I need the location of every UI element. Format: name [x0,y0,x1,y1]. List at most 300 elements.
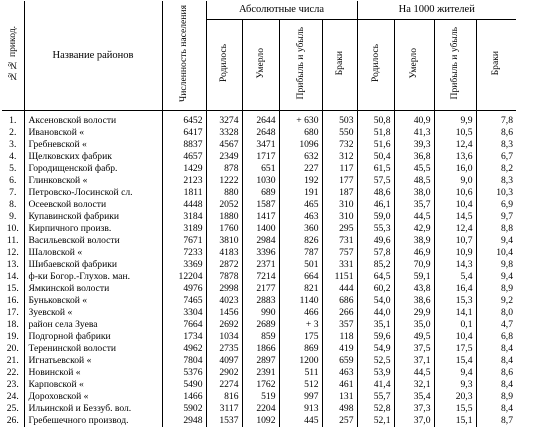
cell-balance: 1096 [279,139,322,151]
cell-marriages: 1151 [322,271,357,283]
cell-balance: 997 [279,391,322,403]
cell-marriages: 266 [322,307,357,319]
table-row [2,223,516,235]
cell-marriages-per-1000: 9,8 [501,259,513,270]
cell-deaths-per-1000: 35,7 [394,199,434,211]
cell-births-per-1000: 53,9 [357,367,394,379]
cell-marriages: 118 [322,331,357,343]
cell-marriages: 177 [322,175,357,187]
cell-births: 2735 [206,343,242,355]
cell-balance-per-1000: 14,1 [434,307,476,319]
cell-district-name: Ивановской « [24,127,162,139]
cell-deaths: 859 [242,331,279,343]
cell-marriages-per-1000: 8,6 [501,127,513,138]
cell-deaths: 1092 [242,415,279,427]
cell-district-name: Зуевской « [24,307,162,319]
cell-marriages-per-1000: 8,3 [501,139,513,150]
cell-births-per-1000: 59,6 [357,331,394,343]
header-index [2,1,24,111]
cell-district-name: Ильинской и Беззуб. вол. [24,403,162,415]
cell-index: 19. [2,331,24,343]
cell-marriages: 257 [322,415,357,427]
cell-district-name: ф-ки Богор.-Глухов. ман. [24,271,162,283]
cell-births: 880 [206,187,242,199]
cell-births-per-1000: 85,2 [357,259,394,271]
cell-births: 1222 [206,175,242,187]
cell-district-name: Глинковской « [24,175,162,187]
cell-district-name: Теренинской волости [24,343,162,355]
cell-births: 3274 [206,111,242,128]
header-balance [279,20,322,111]
table-row [2,283,516,295]
cell-deaths: 519 [242,391,279,403]
cell-index: 24. [2,391,24,403]
cell-marriages: 310 [322,211,357,223]
header-births [206,20,242,111]
cell-marriages-per-1000: 8,7 [501,415,513,426]
cell-balance-per-1000: 10,5 [434,127,476,139]
cell-balance-per-1000: 14,3 [434,259,476,271]
table-row [2,307,516,319]
cell-births-per-1000: 59,0 [357,211,394,223]
cell-balance-per-1000: 10,7 [434,235,476,247]
cell-marriages-per-1000: 8,8 [501,223,513,234]
cell-marriages-per-1000: 8,4 [501,403,513,414]
cell-births-per-1000: 41,4 [357,379,394,391]
cell-deaths: 1587 [242,199,279,211]
cell-marriages-per-1000: 6,8 [501,331,513,342]
cell-marriages: 419 [322,343,357,355]
cell-district-name: Шибаевской фабрики [24,259,162,271]
cell-population: 3189 [162,223,206,235]
cell-marriages: 131 [322,391,357,403]
cell-population: 4657 [162,151,206,163]
header-births-per-1000 [357,20,394,111]
cell-population: 4976 [162,283,206,295]
cell-deaths-per-1000: 46,9 [394,247,434,259]
table-body [2,111,516,428]
cell-marriages: 550 [322,127,357,139]
table-row [2,295,516,307]
cell-deaths-per-1000: 37,3 [394,403,434,415]
cell-deaths-per-1000: 38,9 [394,235,434,247]
header-index-label: №№ прикод. [6,25,18,82]
cell-index: 14. [2,271,24,283]
table-row [2,235,516,247]
cell-index: 11. [2,235,24,247]
table-row [2,367,516,379]
cell-balance-per-1000: 12,4 [434,223,476,235]
cell-index: 20. [2,343,24,355]
header-deaths-label: Умерло [254,47,266,79]
cell-births: 7878 [206,271,242,283]
cell-balance-per-1000: 0,1 [434,319,476,331]
table-row [2,111,516,128]
cell-births: 2998 [206,283,242,295]
cell-deaths-per-1000: 36,8 [394,151,434,163]
cell-marriages-per-1000: 8,4 [501,379,513,390]
cell-balance-per-1000: 5,4 [434,271,476,283]
cell-district-name: Новинской « [24,367,162,379]
cell-births: 2692 [206,319,242,331]
cell-balance: 913 [279,403,322,415]
cell-index: 4. [2,151,24,163]
cell-marriages: 757 [322,247,357,259]
cell-balance-per-1000: 9,4 [434,367,476,379]
cell-population: 1811 [162,187,206,199]
cell-births-per-1000: 52,5 [357,355,394,367]
cell-balance-per-1000: 10,6 [434,187,476,199]
cell-deaths: 2883 [242,295,279,307]
cell-population: 5902 [162,403,206,415]
cell-balance-per-1000: 12,4 [434,139,476,151]
cell-population: 7804 [162,355,206,367]
cell-index: 13. [2,259,24,271]
cell-balance: + 630 [279,111,322,128]
cell-deaths-per-1000: 35,0 [394,319,434,331]
cell-deaths: 3396 [242,247,279,259]
header-group-absolute: Абсолютные числа [206,1,357,20]
cell-marriages: 498 [322,403,357,415]
cell-balance-per-1000: 9,3 [434,379,476,391]
cell-births-per-1000: 57,8 [357,247,394,259]
cell-deaths: 1866 [242,343,279,355]
cell-marriages: 312 [322,151,357,163]
cell-births: 4567 [206,139,242,151]
header-marriages [322,20,357,111]
cell-index: 21. [2,355,24,367]
cell-births: 1537 [206,415,242,427]
cell-births: 1034 [206,331,242,343]
cell-marriages-per-1000: 8,2 [501,163,513,174]
table-row [2,187,516,199]
cell-balance-per-1000: 9,9 [434,111,476,128]
cell-deaths: 7214 [242,271,279,283]
cell-marriages: 117 [322,163,357,175]
cell-district-name: Игнатьевской « [24,355,162,367]
cell-births: 2274 [206,379,242,391]
cell-marriages-per-1000: 9,4 [501,235,513,246]
cell-births: 878 [206,163,242,175]
cell-deaths: 1400 [242,223,279,235]
cell-deaths-per-1000: 48,5 [394,175,434,187]
cell-balance: 511 [279,367,322,379]
cell-index: 3. [2,139,24,151]
cell-deaths-per-1000: 70,9 [394,259,434,271]
header-deaths-per-1000-label: Умерло [408,47,419,79]
cell-population: 1466 [162,391,206,403]
table-row [2,403,516,415]
cell-marriages-per-1000: 8,0 [501,307,513,318]
cell-marriages-per-1000: 6,9 [501,199,513,210]
header-balance-per-1000-label: Прибыль и убыль [449,26,460,100]
cell-balance: 680 [279,127,322,139]
cell-deaths: 2371 [242,259,279,271]
cell-marriages: 461 [322,379,357,391]
table-row [2,151,516,163]
cell-balance: 191 [279,187,322,199]
cell-index: 25. [2,403,24,415]
cell-population: 3369 [162,259,206,271]
cell-deaths: 2644 [242,111,279,128]
cell-deaths-per-1000: 38,0 [394,187,434,199]
cell-balance-per-1000: 14,5 [434,211,476,223]
cell-index: 6. [2,175,24,187]
cell-deaths-per-1000: 37,0 [394,415,434,427]
cell-deaths: 2689 [242,319,279,331]
cell-population: 5376 [162,367,206,379]
cell-deaths: 1717 [242,151,279,163]
cell-births: 3117 [206,403,242,415]
table-row [2,175,516,187]
cell-population: 2948 [162,415,206,427]
cell-balance: 227 [279,163,322,175]
cell-births: 1456 [206,307,242,319]
cell-marriages: 310 [322,199,357,211]
cell-balance: 466 [279,307,322,319]
cell-births-per-1000: 46,1 [357,199,394,211]
cell-births: 4023 [206,295,242,307]
cell-index: 23. [2,379,24,391]
cell-district-name: Шаловской « [24,247,162,259]
cell-district-name: Васильевской волости [24,235,162,247]
cell-district-name: Буньковской « [24,295,162,307]
cell-index: 7. [2,187,24,199]
cell-district-name: Гребешечного производ. [24,415,162,427]
cell-balance-per-1000: 15,4 [434,355,476,367]
cell-births-per-1000: 44,0 [357,307,394,319]
table-row [2,379,516,391]
cell-deaths: 651 [242,163,279,175]
cell-deaths-per-1000: 29,9 [394,307,434,319]
cell-deaths-per-1000: 32,1 [394,379,434,391]
cell-balance: 192 [279,175,322,187]
cell-births-per-1000: 50,8 [357,111,394,128]
cell-marriages-per-1000: 9,7 [501,211,513,222]
cell-marriages-per-1000: 10,4 [496,247,513,258]
cell-population: 4962 [162,343,206,355]
cell-births-per-1000: 52,8 [357,403,394,415]
cell-balance: 821 [279,283,322,295]
cell-district-name: Петровско-Лосинской сл. [24,187,162,199]
cell-population: 3304 [162,307,206,319]
cell-balance: 869 [279,343,322,355]
cell-marriages: 503 [322,111,357,128]
cell-deaths: 2984 [242,235,279,247]
cell-births: 1880 [206,211,242,223]
cell-marriages-per-1000: 8,9 [501,391,513,402]
cell-district-name: район села Зуева [24,319,162,331]
cell-deaths-per-1000: 44,5 [394,367,434,379]
cell-population: 6417 [162,127,206,139]
cell-balance: 360 [279,223,322,235]
cell-balance-per-1000: 13,6 [434,151,476,163]
cell-index: 26. [2,415,24,427]
cell-deaths-per-1000: 42,9 [394,223,434,235]
cell-population: 5490 [162,379,206,391]
cell-population: 1734 [162,331,206,343]
cell-district-name: Аксеновской волости [24,111,162,128]
cell-births-per-1000: 55,3 [357,223,394,235]
cell-district-name: Дороховской « [24,391,162,403]
cell-balance-per-1000: 15,3 [434,295,476,307]
cell-marriages-per-1000: 10,3 [496,187,513,198]
cell-deaths: 2897 [242,355,279,367]
cell-index: 9. [2,211,24,223]
cell-balance-per-1000: 15,5 [434,403,476,415]
cell-births-per-1000: 54,9 [357,343,394,355]
cell-district-name: Подгорной фабрики [24,331,162,343]
cell-deaths-per-1000: 40,9 [394,111,434,128]
cell-deaths-per-1000: 37,5 [394,343,434,355]
cell-deaths-per-1000: 49,5 [394,331,434,343]
cell-marriages-per-1000: 7,8 [501,115,513,126]
cell-balance: 826 [279,235,322,247]
cell-index: 5. [2,163,24,175]
cell-births-per-1000: 51,8 [357,127,394,139]
cell-births-per-1000: 49,6 [357,235,394,247]
cell-index: 12. [2,247,24,259]
table-row [2,259,516,271]
cell-index: 18. [2,319,24,331]
cell-index: 8. [2,199,24,211]
cell-births-per-1000: 61,5 [357,163,394,175]
cell-births-per-1000: 50,4 [357,151,394,163]
cell-deaths: 1417 [242,211,279,223]
cell-index: 2. [2,127,24,139]
cell-marriages-per-1000: 8,9 [501,283,513,294]
cell-balance-per-1000: 10,4 [434,199,476,211]
cell-balance-per-1000: 20,3 [434,391,476,403]
cell-balance: + 3 [279,319,322,331]
cell-population: 7664 [162,319,206,331]
cell-births: 816 [206,391,242,403]
cell-population: 1429 [162,163,206,175]
cell-balance-per-1000: 17,5 [434,343,476,355]
cell-district-name: Ямкинской волости [24,283,162,295]
cell-balance-per-1000: 15,1 [434,415,476,427]
cell-index: 1. [2,111,24,128]
cell-population: 2123 [162,175,206,187]
cell-births-per-1000: 54,0 [357,295,394,307]
cell-index: 17. [2,307,24,319]
cell-deaths-per-1000: 43,8 [394,283,434,295]
cell-births: 3810 [206,235,242,247]
cell-births-per-1000: 60,2 [357,283,394,295]
cell-births: 2052 [206,199,242,211]
cell-marriages-per-1000: 6,7 [501,151,513,162]
cell-balance-per-1000: 10,9 [434,247,476,259]
cell-deaths-per-1000: 45,5 [394,163,434,175]
table-row [2,271,516,283]
cell-deaths: 3471 [242,139,279,151]
cell-index: 22. [2,367,24,379]
cell-balance: 1140 [279,295,322,307]
cell-marriages-per-1000: 8,6 [501,367,513,378]
cell-births: 4097 [206,355,242,367]
header-balance-per-1000 [434,20,476,111]
cell-deaths-per-1000: 59,1 [394,271,434,283]
cell-marriages: 357 [322,319,357,331]
table-row [2,391,516,403]
cell-deaths: 1030 [242,175,279,187]
header-name: Название районов [24,1,162,111]
cell-population: 6452 [162,111,206,128]
cell-births: 4183 [206,247,242,259]
cell-marriages: 444 [322,283,357,295]
cell-births-per-1000: 52,1 [357,415,394,427]
cell-deaths: 689 [242,187,279,199]
cell-marriages-per-1000: 9,4 [501,271,513,282]
header-balance-label: Прибыль и убыль [294,26,306,100]
header-population-label: Численность населения [178,5,189,102]
table-row [2,415,516,427]
cell-district-name: Кирпичного произв. [24,223,162,235]
cell-balance: 175 [279,331,322,343]
cell-marriages: 686 [322,295,357,307]
cell-deaths: 2177 [242,283,279,295]
header-population [162,1,206,111]
cell-deaths-per-1000: 37,1 [394,355,434,367]
header-marriages-label: Браки [333,50,345,76]
cell-population: 7233 [162,247,206,259]
header-births-per-1000-label: Родилось [369,43,381,83]
cell-balance-per-1000: 16,4 [434,283,476,295]
cell-deaths: 2648 [242,127,279,139]
table-row [2,211,516,223]
cell-marriages-per-1000: 8,4 [501,343,513,354]
cell-population: 7671 [162,235,206,247]
cell-deaths-per-1000: 38,6 [394,295,434,307]
header-marriages-per-1000-label: Браки [490,50,502,76]
cell-marriages-per-1000: 8,4 [501,355,513,366]
district-statistics-table [2,1,516,427]
cell-deaths-per-1000: 39,3 [394,139,434,151]
header-group-per-1000: На 1000 жителей [357,1,516,20]
table-row [2,163,516,175]
table-row [2,199,516,211]
cell-population: 7465 [162,295,206,307]
cell-district-name: Гребневской « [24,139,162,151]
cell-district-name: Городищенской фабр. [24,163,162,175]
cell-births: 3328 [206,127,242,139]
cell-deaths-per-1000: 35,4 [394,391,434,403]
cell-balance: 787 [279,247,322,259]
cell-population: 4448 [162,199,206,211]
cell-population: 12204 [162,271,206,283]
header-deaths-per-1000 [394,20,434,111]
cell-balance: 512 [279,379,322,391]
cell-balance: 501 [279,259,322,271]
cell-balance-per-1000: 9,0 [434,175,476,187]
table-row [2,343,516,355]
cell-deaths-per-1000: 44,5 [394,211,434,223]
cell-population: 3184 [162,211,206,223]
cell-marriages: 295 [322,223,357,235]
cell-balance: 1200 [279,355,322,367]
cell-births-per-1000: 35,1 [357,319,394,331]
cell-balance: 465 [279,199,322,211]
header-deaths [242,20,279,111]
cell-births: 2349 [206,151,242,163]
header-births-label: Родилось [218,43,229,83]
cell-marriages-per-1000: 4,7 [501,319,513,330]
cell-deaths: 2391 [242,367,279,379]
cell-marriages-per-1000: 8,3 [501,175,513,186]
cell-balance: 463 [279,211,322,223]
table-row [2,319,516,331]
cell-births-per-1000: 48,6 [357,187,394,199]
